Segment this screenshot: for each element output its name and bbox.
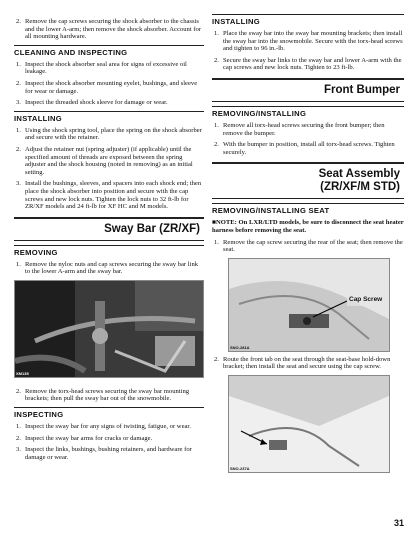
section-title-seat-assembly: Seat Assembly (ZR/XF/M STD) (212, 162, 404, 199)
section-heading-inspecting: INSPECTING (14, 407, 204, 419)
inspecting-list (14, 423, 204, 461)
installing-sway-list (212, 30, 404, 72)
seat-note: ■NOTE: On LXR/LTD models, be sure to disconnect the seat heater harness before removing the seat. (212, 219, 404, 234)
list-item: 1. Remove the cap screw securing the rear of the seat; then remove the seat. (214, 238, 403, 254)
list-item: 1. Using the shock spring tool, place the spring on the shock absorber and secure with the retainer. (16, 126, 202, 142)
list-item: 2. Secure the sway bar links to the sway bar and lower A-arm with the cap screws and new lock nuts. Tighten to 23 ft-lb. (214, 56, 402, 72)
seat-tab-photo-image (229, 376, 389, 472)
list-item: 2. Adjust the retainer nut (spring adjuster) (if applicable) until the specified amount of threads are exposed between the spring adjuster and the shock housing (noted in removing) as an initial setting. (16, 145, 193, 176)
sway-bar-photo-image (15, 281, 203, 377)
figure-label: XM135 (16, 370, 29, 376)
list-item: 2. With the bumper in position, install all torx-head screws. Tighten securely. (214, 141, 395, 156)
bumper-list (212, 122, 404, 156)
figure-label: SNO-281A (230, 344, 250, 350)
figure-seat-tab (228, 375, 390, 473)
list-item: 2. Inspect the shock absorber mounting eyelet, bushings, and sleeve for wear or damage. (16, 79, 198, 95)
left-column (14, 0, 204, 465)
section-title-sway-bar: Sway Bar (ZR/XF) (14, 217, 204, 241)
list-item: 2. Remove the cap screws securing the shock absorber to the chassis and the lower A-arm; then remove the shock absorber. Account for all mounting hardware. (16, 18, 201, 41)
list-item: 1. Inspect the sway bar for any signs of twisting, fatigue, or wear. (16, 423, 191, 431)
list-item: 3. Install the bushings, sleeves, and spacers into each shock end; then place the shock absorber into position and secure with the cap screws and new lock nuts. Tighten the lock nuts to 32 ft-lb for ZR/XF models and 24 ft-lb for XF HC and M models. (16, 180, 202, 211)
figure-sway-bar-photo (14, 280, 204, 378)
list-item: 3. Inspect the threaded shock sleeve for damage or wear. (16, 99, 168, 107)
section-heading-bumper: REMOVING/INSTALLING (212, 106, 404, 118)
list-item: 3. Inspect the links, bushings, bushing retainers, and hardware for damage or wear. (16, 446, 192, 461)
cap-screw-callout: Cap Screw (349, 295, 383, 303)
seat-photo-image (229, 259, 389, 351)
figure-label: SNO-237A (230, 465, 250, 471)
section-heading-cleaning: CLEANING AND INSPECTING (14, 45, 204, 57)
section-heading-seat: REMOVING/INSTALLING SEAT (212, 203, 404, 215)
figure-seat-cap-screw (228, 258, 390, 352)
right-column (212, 0, 404, 473)
installing-list (14, 127, 204, 211)
list-item: 2. Inspect the sway bar arms for cracks or damage. (16, 434, 153, 442)
list-item: 1. Inspect the shock absorber seal area for signs of excessive oil leakage. (16, 60, 187, 76)
list-item: 2. Route the front tab on the seat through the seat-base hold-down bracket; then install the seat and secure using the cap screw. (214, 355, 391, 371)
cleaning-list (14, 61, 204, 107)
list-item: 2. Remove the torx-head screws securing the sway bar mounting brackets; then pull the sway bar out of the snowmobile. (16, 387, 190, 403)
list-item: 1. Place the sway bar into the sway bar mounting brackets; then install the sway bar into the snowmobile. Secure with the torx-head screws and tighten to 96 in.-lb. (214, 30, 403, 53)
list-item: 1. Remove all torx-head screws securing the front bumper; then remove the bumper. (214, 121, 385, 137)
list-item: 1. Remove the nyloc nuts and cap screws securing the sway bar link to the lower A-arm and the sway bar. (16, 260, 199, 276)
section-heading-removing: REMOVING (14, 245, 204, 257)
section-heading-installing: INSTALLING (14, 111, 204, 123)
section-heading-installing-sway: INSTALLING (212, 14, 404, 26)
page-number: 31 (393, 518, 404, 528)
section-title-front-bumper: Front Bumper (212, 78, 404, 102)
